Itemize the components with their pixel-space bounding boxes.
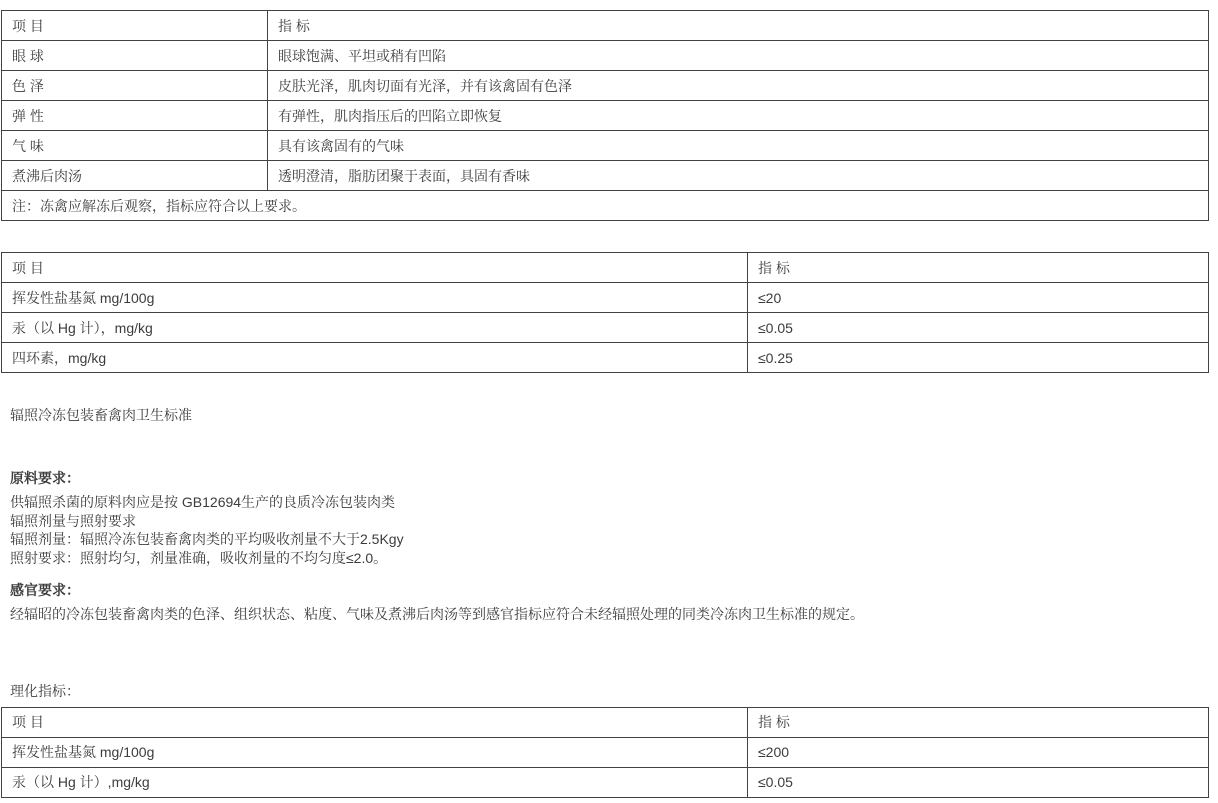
- item-header-cell: 项 目: [2, 253, 748, 283]
- sensory-table: [1, 10, 1209, 221]
- table-row: [2, 343, 1209, 373]
- value-header-cell: 指 标: [748, 707, 1209, 737]
- body-line: 辐照剂量与照射要求: [10, 512, 136, 529]
- item-cell: 汞（以 Hg 计）,mg/kg: [2, 767, 748, 797]
- value-header-cell: 指 标: [268, 11, 1209, 41]
- item-cell: 眼 球: [2, 41, 268, 71]
- body-line: 辐照剂量：辐照冷冻包装畜禽肉类的平均吸收剂量不大于2.5Kgy: [10, 531, 404, 547]
- table-row: [2, 283, 1209, 313]
- sensory-requirement-heading: 感官要求：: [10, 582, 80, 598]
- item-cell: 汞（以 Hg 计），mg/kg: [2, 313, 748, 343]
- item-cell: 气 味: [2, 131, 268, 161]
- raw-material-heading: 原料要求：: [10, 470, 80, 486]
- value-cell: ≤0.05: [748, 767, 1209, 797]
- raw-material-body: [10, 493, 1209, 567]
- table-row: [2, 71, 1209, 101]
- item-cell: 色 泽: [2, 71, 268, 101]
- item-header-cell: 项 目: [2, 11, 268, 41]
- table-row: [2, 101, 1209, 131]
- table-header-row: [2, 253, 1209, 283]
- standard-title: 辐照冷冻包装畜禽肉卫生标准: [10, 407, 192, 423]
- physchem-label: 理化指标：: [10, 682, 80, 699]
- value-cell: ≤20: [748, 283, 1209, 313]
- value-cell: ≤0.05: [748, 313, 1209, 343]
- table-row: [2, 131, 1209, 161]
- table-header-row: [2, 707, 1209, 737]
- table-note-row: [2, 191, 1209, 221]
- item-cell: 弹 性: [2, 101, 268, 131]
- sensory-requirement-body: [10, 605, 1209, 624]
- item-cell: 四环素，mg/kg: [2, 343, 748, 373]
- note-cell: 注：冻禽应解冻后观察，指标应符合以上要求。: [2, 191, 1209, 221]
- table-header-row: [2, 11, 1209, 41]
- value-header-cell: 指 标: [748, 253, 1209, 283]
- value-cell: 透明澄清，脂肪团聚于表面，具固有香味: [268, 161, 1209, 191]
- item-header-cell: 项 目: [2, 707, 748, 737]
- value-cell: 具有该禽固有的气味: [268, 131, 1209, 161]
- table-row: [2, 737, 1209, 767]
- table-row: [2, 313, 1209, 343]
- value-cell: 皮肤光泽，肌肉切面有光泽，并有该禽固有色泽: [268, 71, 1209, 101]
- item-cell: 挥发性盐基氮 mg/100g: [2, 737, 748, 767]
- value-cell: ≤0.25: [748, 343, 1209, 373]
- body-line: 经辐昭的冷冻包装畜禽肉类的色泽、组织状态、粘度、气味及煮沸后肉汤等到感官指标应符合未经辐照处理的同类冷冻肉卫生标准的规定。: [10, 606, 864, 622]
- value-cell: 眼球饱满、平坦或稍有凹陷: [268, 41, 1209, 71]
- table-row: [2, 41, 1209, 71]
- body-line: 照射要求：照射均匀，剂量准确，吸收剂量的不均匀度≤2.0。: [10, 549, 388, 566]
- value-cell: 有弹性，肌肉指压后的凹陷立即恢复: [268, 101, 1209, 131]
- value-cell: ≤200: [748, 737, 1209, 767]
- table-row: [2, 161, 1209, 191]
- item-cell: 挥发性盐基氮 mg/100g: [2, 283, 748, 313]
- table-row: [2, 767, 1209, 797]
- physchem-table-frozen: [1, 252, 1209, 373]
- physchem-table-irradiated: [1, 707, 1209, 798]
- item-cell: 煮沸后肉汤: [2, 161, 268, 191]
- body-line: 供辐照杀菌的原料肉应是按 GB12694生产的良质冷冻包装肉类: [10, 494, 396, 510]
